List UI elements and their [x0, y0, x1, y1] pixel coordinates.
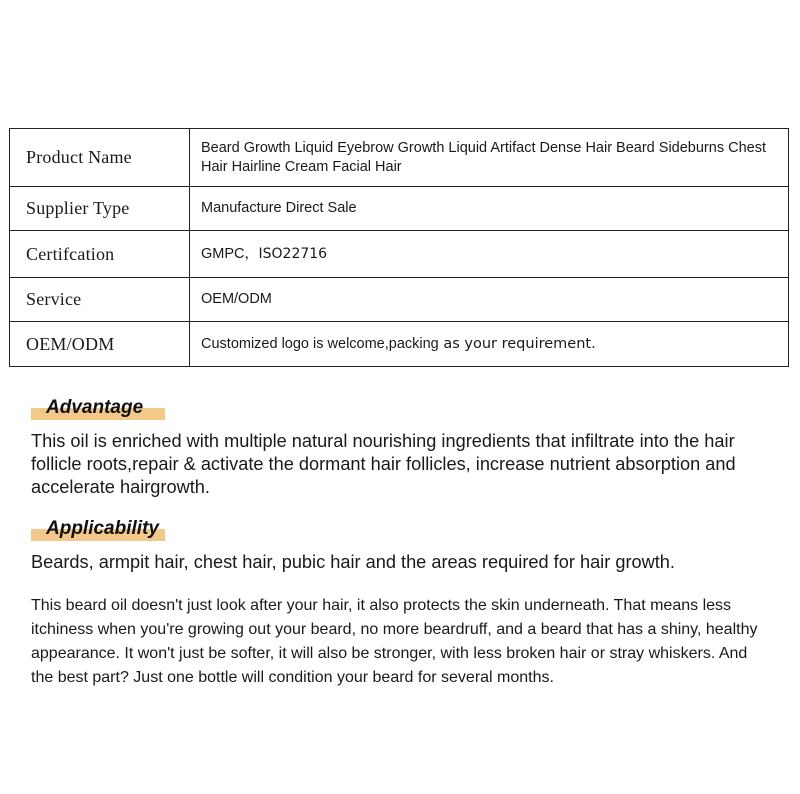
table-row-certification: [10, 231, 789, 278]
product-spec-table: [9, 128, 789, 367]
row-value: OEM/ODM: [190, 278, 789, 322]
row-value: Beard Growth Liquid Eyebrow Growth Liquid Artifact Dense Hair Beard Sideburns Chest Hair Hairline Cream Facial Hair: [190, 129, 789, 187]
row-label: Certifcation: [10, 231, 190, 278]
description-paragraph: This beard oil doesn't just look after your hair, it also protects the skin underneath. That means less itchiness when you're growing out your beard, no more beardruff, and a beard that has a shiny, healthy appearance. It won't just be softer, it will also be stronger, with less broken hair or stray whiskers. And the best part? Just one bottle will condition your beard for several months.: [31, 597, 758, 686]
applicability-text: Beards, armpit hair, chest hair, pubic hair and the areas required for hair growth.: [31, 552, 675, 572]
applicability-heading: [31, 517, 165, 543]
row-value-tail: as your requirement.: [438, 335, 596, 352]
row-value: Manufacture Direct Sale: [190, 187, 789, 231]
row-value-main: GMPC: [201, 245, 245, 262]
applicability-title: Applicability: [46, 518, 159, 539]
row-label: OEM/ODM: [10, 322, 190, 367]
advantage-text: This oil is enriched with multiple natural nourishing ingredients that infiltrate into the hair follicle roots,repair & activate the dormant hair follicles, increase nutrient absorption and accelerate hairgrowth.: [31, 431, 736, 497]
table-row-oem-odm: [10, 322, 789, 367]
row-value: [190, 322, 789, 367]
table-row-service: [10, 278, 789, 322]
row-label: Service: [10, 278, 190, 322]
row-label: Supplier Type: [10, 187, 190, 231]
row-value-tail: ，ISO22716: [244, 245, 328, 262]
row-value-main: Customized logo is welcome,packing: [201, 335, 439, 352]
table-row-supplier-type: [10, 187, 789, 231]
row-value: [190, 231, 789, 278]
row-label: Product Name: [10, 129, 190, 187]
table-row-product-name: [10, 129, 789, 187]
advantage-title: Advantage: [46, 397, 144, 418]
advantage-heading: [31, 396, 165, 422]
